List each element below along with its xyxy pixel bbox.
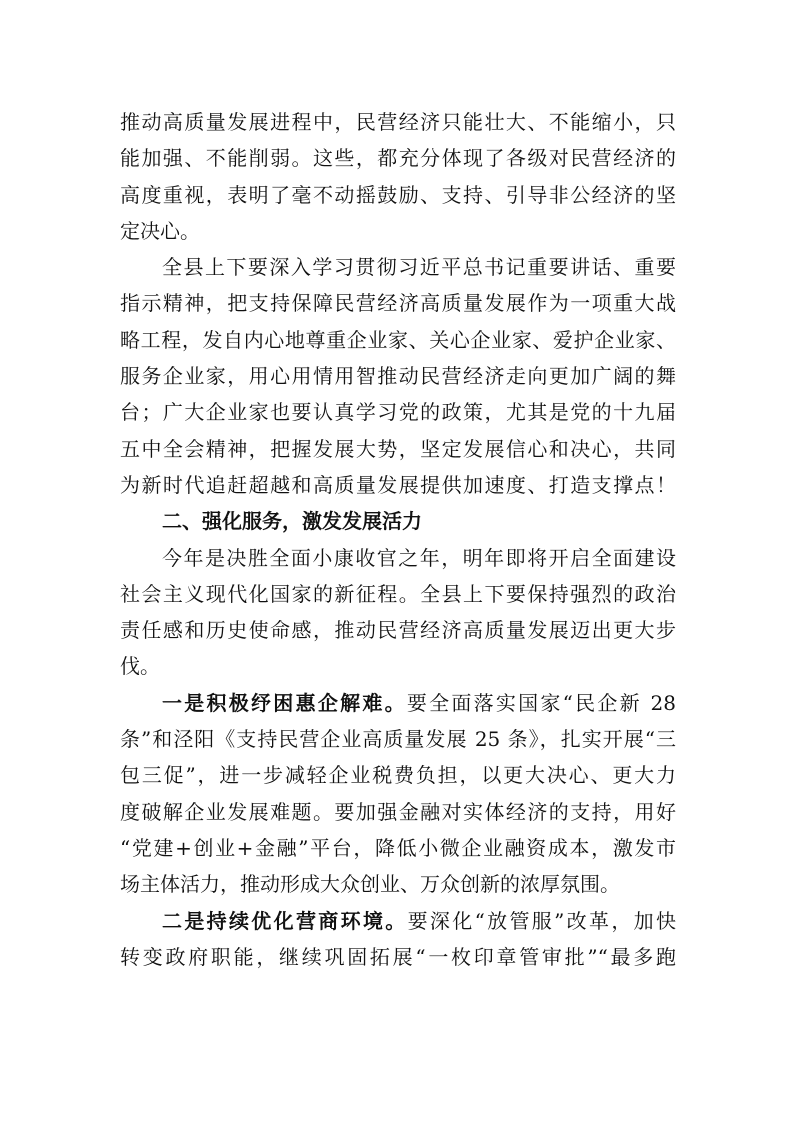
- document-page: [120, 104, 676, 975]
- line-text: 伐。: [120, 654, 160, 679]
- lead-phrase: 二是持续优化营商环境。: [162, 908, 408, 933]
- text-line: [120, 576, 676, 612]
- text-line: [120, 721, 676, 757]
- line-text: 包三促”，进一步减轻企业税费负担，以更大决心、更大力: [120, 763, 676, 788]
- text-line: [120, 830, 676, 866]
- line-text: 转变政府职能，继续巩固拓展“一枚印章管审批”“最多跑: [120, 944, 676, 969]
- line-text: “党建+创业+金融”平台，降低小微企业融资成本，激发市: [120, 835, 676, 860]
- line-text: 要全面落实国家“民企新 28: [406, 690, 677, 715]
- text-line: [120, 140, 676, 176]
- line-text: 条”和泾阳《支持民营企业高质量发展 25 条》，扎实开展“三: [120, 727, 676, 752]
- text-line: [120, 757, 676, 793]
- text-line: [120, 358, 676, 394]
- text-line: [120, 685, 676, 721]
- line-text: 定决心。: [120, 218, 200, 243]
- text-line: [120, 104, 676, 140]
- text-line: [120, 939, 676, 975]
- text-line: [120, 903, 676, 939]
- line-text: 二、强化服务，激发发展活力: [162, 509, 422, 534]
- text-line: [120, 249, 676, 285]
- text-line: [120, 394, 676, 430]
- line-text: 要深化“放管服”改革，加快: [407, 908, 676, 933]
- line-text: 略工程，发自内心地尊重企业家、关心企业家、爱护企业家、: [120, 327, 676, 352]
- text-line: [120, 467, 676, 503]
- line-text: 五中全会精神，把握发展大势，坚定发展信心和决心，共同: [120, 436, 676, 461]
- text-line: [120, 794, 676, 830]
- line-text: 责任感和历史使命感，推动民营经济高质量发展迈出更大步: [120, 618, 676, 643]
- line-text: 度破解企业发展难题。要加强金融对实体经济的支持，用好: [120, 799, 676, 824]
- line-text: 推动高质量发展进程中，民营经济只能壮大、不能缩小，只: [120, 110, 676, 134]
- section-heading: [120, 503, 676, 539]
- text-line: [120, 866, 676, 902]
- line-text: 台；广大企业家也要认真学习党的政策，尤其是党的十九届: [120, 400, 676, 425]
- text-line: [120, 285, 676, 321]
- text-line: [120, 213, 676, 249]
- text-line: [120, 322, 676, 358]
- line-text: 服务企业家，用心用情用智推动民营经济走向更加广阔的舞: [120, 364, 676, 389]
- lead-phrase: 一是积极纾困惠企解难。: [162, 690, 407, 715]
- line-text: 能加强、不能削弱。这些，都充分体现了各级对民营经济的: [120, 146, 676, 171]
- line-text: 场主体活力，推动形成大众创业、万众创新的浓厚氛围。: [120, 872, 620, 897]
- text-line: [120, 177, 676, 213]
- line-text: 今年是决胜全面小康收官之年，明年即将开启全面建设: [162, 545, 676, 570]
- text-line: [120, 431, 676, 467]
- line-text: 社会主义现代化国家的新征程。全县上下要保持强烈的政治: [120, 581, 676, 606]
- line-text: 为新时代追赶超越和高质量发展提供加速度、打造支撑点！: [120, 472, 676, 497]
- line-text: 全县上下要深入学习贯彻习近平总书记重要讲话、重要: [162, 255, 676, 280]
- line-text: 高度重视，表明了毫不动摇鼓励、支持、引导非公经济的坚: [120, 182, 676, 207]
- text-line: [120, 540, 676, 576]
- line-text: 指示精神，把支持保障民营经济高质量发展作为一项重大战: [120, 291, 676, 316]
- text-line: [120, 648, 676, 684]
- text-line: [120, 612, 676, 648]
